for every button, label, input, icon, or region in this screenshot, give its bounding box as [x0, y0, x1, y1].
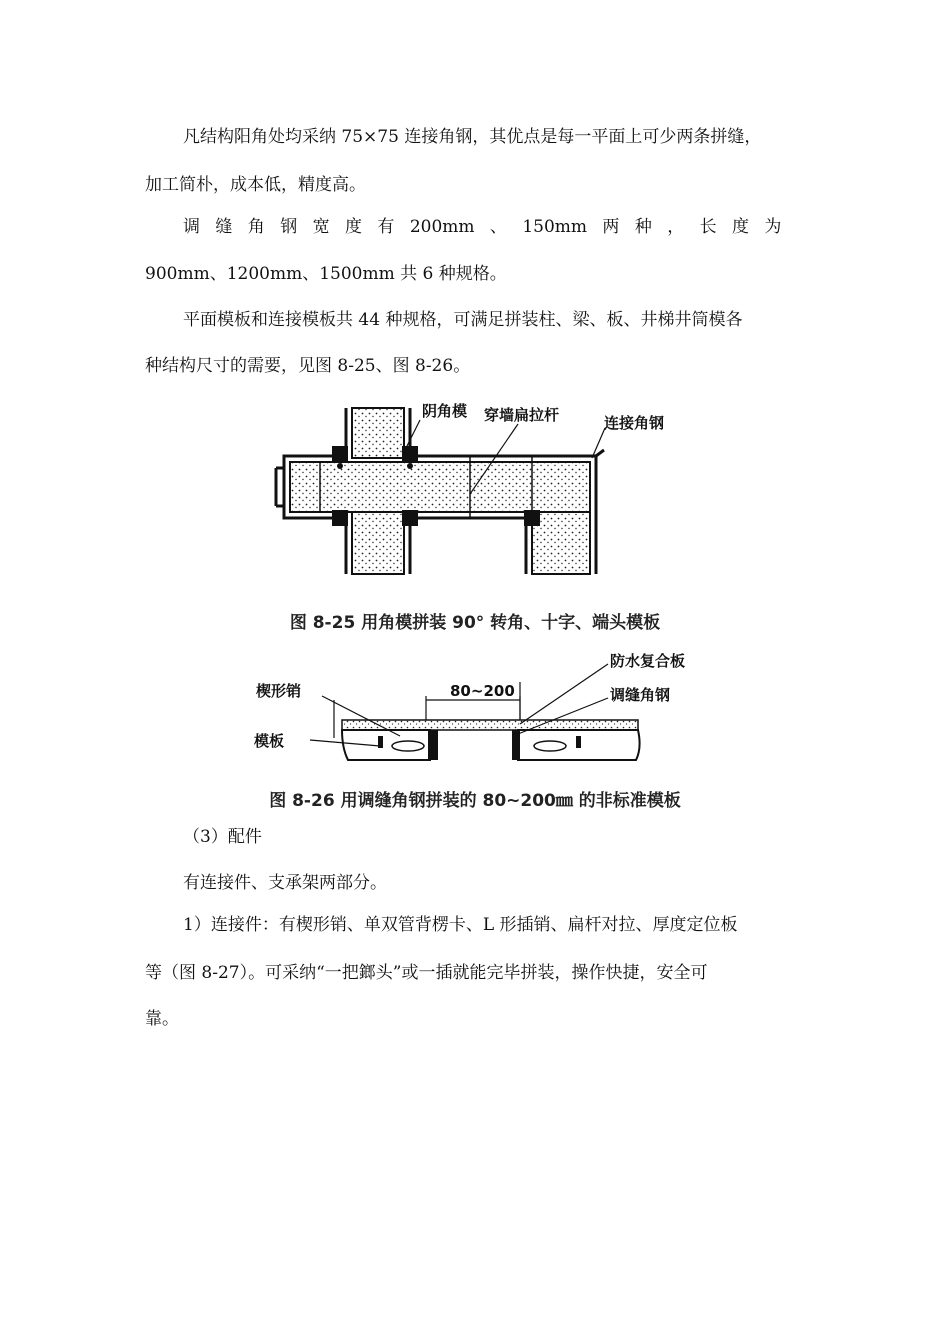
figure-8-25-caption: 图 8-25 用角模拼装 90° 转角、十字、端头模板	[289, 613, 661, 633]
figure-8-26-caption: 图 8-26 用调缝角钢拼装的 80~200㎜ 的非标准模板	[269, 791, 681, 811]
paragraph-3-line-1: 平面模板和连接模板共 44 种规格，可满足拼装柱、梁、板、井梯井筒模各	[183, 310, 743, 330]
paragraph-1-line-2: 加工简朴，成本低，精度高。	[145, 175, 366, 195]
label-yinjiaomo: 阴角模	[422, 402, 468, 420]
label-fangshui: 防水复合板	[610, 652, 686, 670]
paragraph-4: 有连接件、支承架两部分。	[183, 873, 387, 893]
label-xiexing: 楔形销	[256, 682, 302, 700]
paragraph-3-line-2: 种结构尺寸的需要，见图 8-25、图 8-26。	[145, 356, 471, 376]
label-lianjie: 连接角钢	[604, 414, 665, 432]
paragraph-1-line-1: 凡结构阳角处均采纳 75×75 连接角钢，其优点是每一平面上可少两条拼缝，	[183, 127, 762, 147]
figure-8-25-diagram	[270, 398, 690, 588]
paragraph-2-line-1: 调 缝 角 钢 宽 度 有 200mm 、 150mm 两 种 ， 长 度 为	[183, 217, 782, 237]
paragraph-5-line-2: 等（图 8-27）。可采纳“一把鎯头”或一插就能完毕拼装，操作快捷，安全可	[145, 963, 708, 983]
label-dim: 80~200	[450, 682, 515, 700]
figure-8-26-diagram	[250, 648, 700, 778]
label-moban: 模板	[254, 732, 285, 750]
label-chuanqiang: 穿墙扁拉杆	[484, 406, 560, 424]
label-tiaofeng: 调缝角钢	[610, 686, 671, 704]
paragraph-5-line-3: 靠。	[145, 1009, 179, 1029]
section-heading: （3）配件	[183, 827, 262, 847]
paragraph-5-line-1: 1）连接件：有楔形销、单双管背楞卡、L 形插销、扁杆对拉、厚度定位板	[183, 915, 738, 935]
paragraph-2-line-2: 900mm、1200mm、1500mm 共 6 种规格。	[145, 264, 507, 284]
